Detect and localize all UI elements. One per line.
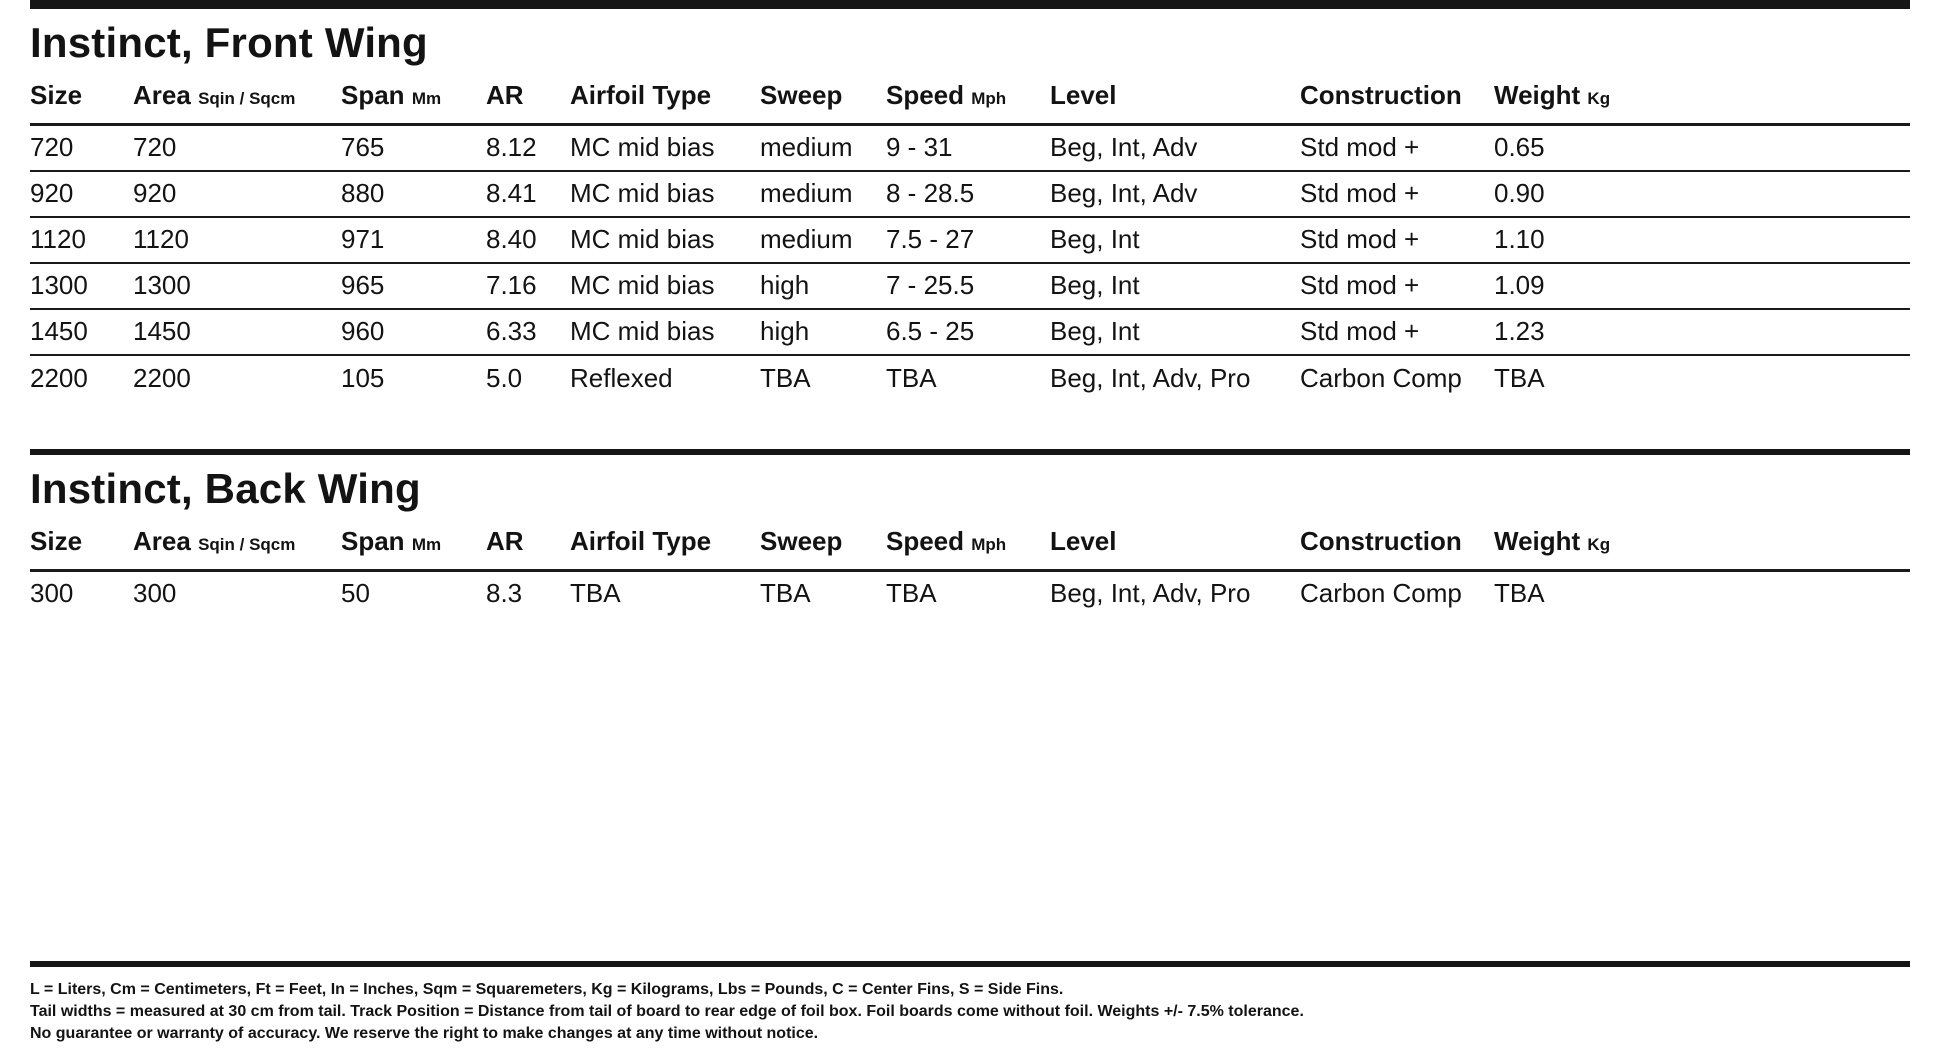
cell-weight: 0.65 [1494, 125, 1910, 171]
cell-sweep: TBA [760, 362, 811, 393]
footnotes [30, 979, 1910, 1045]
col-unit: Sqin / Sqcm [198, 534, 296, 554]
cell-ar: 6.33 [486, 309, 570, 355]
cell-weight: 1.10 [1494, 217, 1910, 263]
cell-size: 1450 [30, 309, 133, 355]
col-header-span [341, 527, 486, 571]
cell-area: 1300 [133, 263, 341, 309]
table-row [30, 171, 1910, 217]
table-row [30, 263, 1910, 309]
col-label: Speed [886, 80, 965, 110]
cell-level: Beg, Int, Adv [1050, 171, 1300, 217]
cell-span: 50 [341, 578, 370, 609]
col-label: Weight [1494, 525, 1581, 556]
cell-size: 2200 [30, 362, 88, 393]
col-header-speed [886, 81, 1050, 125]
cell-ar: 5.0 [486, 362, 523, 393]
col-label: Speed [886, 525, 965, 556]
footer-rule [30, 961, 1910, 967]
footnote-line: Tail widths = measured at 30 cm from tail. Track Position = Distance from tail of board to rear edge of foil box. Foil boards come without foil. Weights +/- 7.5% tolerance. [30, 1003, 1304, 1020]
cell-construction: Std mod + [1300, 125, 1494, 171]
col-header-sweep [760, 81, 886, 125]
cell-airfoil-type: MC mid bias [570, 263, 760, 309]
col-unit: Sqin / Sqcm [198, 89, 296, 108]
cell-ar: 8.12 [486, 125, 570, 171]
col-header-sweep [760, 527, 886, 571]
cell-area: 1450 [133, 309, 341, 355]
cell-airfoil-type: TBA [570, 578, 621, 609]
cell-area: 1120 [133, 217, 341, 263]
col-label: Construction [1300, 525, 1462, 556]
table-row [30, 570, 1910, 616]
cell-speed: 7 - 25.5 [886, 263, 1050, 309]
cell-speed: 6.5 - 25 [886, 309, 1050, 355]
cell-construction: Carbon Comp [1300, 362, 1462, 393]
cell-speed: TBA [886, 362, 937, 393]
col-label: Size [30, 525, 83, 556]
col-header-ar [486, 81, 570, 125]
cell-airfoil-type: MC mid bias [570, 171, 760, 217]
col-header-size [30, 81, 133, 125]
cell-sweep: medium [760, 125, 886, 171]
footnote-line: L = Liters, Cm = Centimeters, Ft = Feet, In = Inches, Sqm = Squaremeters, Kg = Kilograms, Lbs = Pounds, C = Center Fins, S = Side Fins. [30, 981, 1064, 998]
cell-span: 105 [341, 362, 385, 393]
table-row [30, 355, 1910, 401]
col-label: Weight [1494, 80, 1581, 110]
cell-ar: 8.3 [486, 578, 523, 609]
cell-level: Beg, Int [1050, 309, 1300, 355]
col-unit: Kg [1587, 89, 1611, 108]
footnote-line: No guarantee or warranty of accuracy. We reserve the right to make changes at any time without notice. [30, 1025, 819, 1042]
cell-span: 971 [341, 217, 486, 263]
cell-span: 960 [341, 309, 486, 355]
cell-sweep: high [760, 263, 886, 309]
col-label: Sweep [760, 525, 843, 556]
cell-sweep: medium [760, 217, 886, 263]
cell-weight: TBA [1494, 362, 1545, 393]
cell-airfoil-type: MC mid bias [570, 309, 760, 355]
col-label: Sweep [760, 80, 843, 110]
col-header-area [133, 527, 341, 571]
cell-level: Beg, Int [1050, 217, 1300, 263]
cell-area: 920 [133, 171, 341, 217]
col-header-airfoil-type [570, 527, 760, 571]
col-header-airfoil-type [570, 81, 760, 125]
back-wing-table [30, 527, 1910, 617]
footer [30, 961, 1910, 1045]
cell-construction: Std mod + [1300, 263, 1494, 309]
col-label: Airfoil Type [570, 525, 712, 556]
cell-size: 720 [30, 125, 133, 171]
col-label: Area [133, 525, 191, 556]
col-header-ar [486, 527, 570, 571]
col-label: Construction [1300, 80, 1462, 110]
cell-ar: 8.40 [486, 217, 570, 263]
cell-span: 765 [341, 125, 486, 171]
cell-weight: 0.90 [1494, 171, 1910, 217]
col-unit: Mm [411, 534, 442, 554]
cell-span: 880 [341, 171, 486, 217]
cell-weight: 1.23 [1494, 309, 1910, 355]
cell-span: 965 [341, 263, 486, 309]
cell-weight: TBA [1494, 578, 1545, 609]
cell-level: Beg, Int, Adv [1050, 125, 1300, 171]
cell-construction: Std mod + [1300, 171, 1494, 217]
top-rule [30, 0, 1910, 9]
cell-level: Beg, Int [1050, 263, 1300, 309]
col-header-level [1050, 527, 1300, 571]
cell-level: Beg, Int, Adv, Pro [1050, 578, 1251, 609]
table-row [30, 217, 1910, 263]
col-header-size [30, 527, 133, 571]
col-label: Span [341, 80, 405, 110]
col-header-level [1050, 81, 1300, 125]
section-divider-rule [30, 449, 1910, 455]
col-header-area [133, 81, 341, 125]
col-unit: Mph [971, 534, 1007, 554]
cell-sweep: medium [760, 171, 886, 217]
cell-ar: 7.16 [486, 263, 570, 309]
cell-speed: 8 - 28.5 [886, 171, 1050, 217]
cell-speed: TBA [886, 578, 937, 609]
col-header-construction [1300, 527, 1494, 571]
cell-airfoil-type: MC mid bias [570, 217, 760, 263]
table-row [30, 309, 1910, 355]
cell-sweep: high [760, 309, 886, 355]
cell-area: 720 [133, 125, 341, 171]
cell-airfoil-type: MC mid bias [570, 125, 760, 171]
front-wing-table [30, 81, 1910, 401]
cell-area: 300 [133, 578, 177, 609]
col-header-construction [1300, 81, 1494, 125]
cell-construction: Std mod + [1300, 217, 1494, 263]
col-label: Airfoil Type [570, 80, 712, 110]
section-title-front-wing: Instinct, Front Wing [30, 19, 428, 66]
cell-level: Beg, Int, Adv, Pro [1050, 362, 1251, 393]
col-label: Level [1050, 80, 1117, 110]
col-label: Size [30, 80, 83, 110]
cell-area: 2200 [133, 362, 191, 393]
section-title-back-wing: Instinct, Back Wing [30, 464, 421, 512]
cell-ar: 8.41 [486, 171, 570, 217]
col-header-span [341, 81, 486, 125]
col-label: Level [1050, 525, 1117, 556]
table-row [30, 125, 1910, 171]
cell-speed: 9 - 31 [886, 125, 1050, 171]
col-unit: Mph [971, 89, 1007, 108]
col-label: AR [486, 80, 524, 110]
col-header-speed [886, 527, 1050, 571]
cell-size: 920 [30, 171, 133, 217]
cell-size: 1120 [30, 217, 133, 263]
col-label: Area [133, 80, 191, 110]
cell-speed: 7.5 - 27 [886, 217, 1050, 263]
cell-sweep: TBA [760, 578, 811, 609]
cell-construction: Std mod + [1300, 309, 1494, 355]
cell-weight: 1.09 [1494, 263, 1910, 309]
cell-size: 300 [30, 578, 74, 609]
col-unit: Kg [1587, 534, 1611, 554]
col-unit: Mm [411, 89, 442, 108]
col-header-weight [1494, 527, 1910, 571]
cell-airfoil-type: Reflexed [570, 362, 673, 393]
front-wing-header-row [30, 81, 1910, 125]
col-label: Span [341, 525, 405, 556]
back-wing-header-row [30, 527, 1910, 571]
cell-size: 1300 [30, 263, 133, 309]
col-label: AR [486, 525, 524, 556]
col-header-weight [1494, 81, 1910, 125]
cell-construction: Carbon Comp [1300, 578, 1462, 609]
